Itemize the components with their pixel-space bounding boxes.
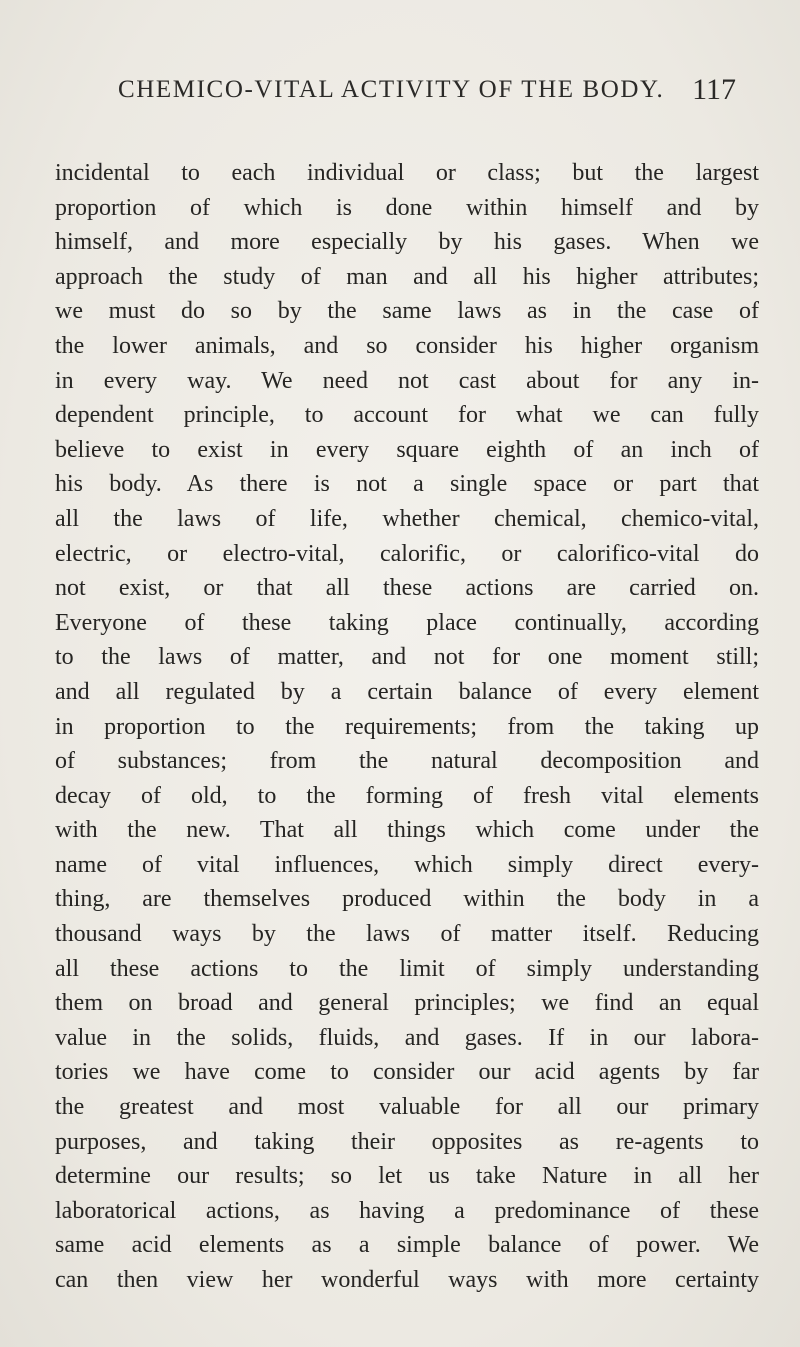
text-line: approach the study of man and all his higher attributes; (55, 263, 759, 290)
text-line: his body. As there is not a single space or part that (55, 471, 759, 498)
text-line: value in the solids, fluids, and gases. If in our labora- (55, 1024, 759, 1051)
text-line: name of vital influences, which simply direct every- (55, 851, 759, 878)
text-line: determine our results; so let us take Nature in all her (55, 1163, 759, 1190)
page-number: 117 (692, 73, 736, 106)
text-line: them on broad and general principles; we find an equal (55, 990, 759, 1017)
text-line: believe to exist in every square eighth of an inch of (55, 436, 759, 463)
body-paragraph (55, 156, 759, 1298)
text-line: tories we have come to consider our acid agents by far (55, 1059, 759, 1086)
text-line: dependent principle, to account for what we can fully (55, 402, 759, 429)
page-header (118, 73, 748, 116)
text-line: same acid elements as a simple balance of power. We (55, 1232, 759, 1259)
text-line: thousand ways by the laws of matter itself. Reducing (55, 921, 759, 948)
text-line: not exist, or that all these actions are carried on. (55, 575, 759, 602)
text-line: electric, or electro-vital, calorific, or calorifico-vital do (55, 540, 759, 567)
text-line: with the new. That all things which come under the (55, 817, 759, 844)
text-line: and all regulated by a certain balance of every element (55, 678, 759, 705)
text-line: in proportion to the requirements; from the taking up (55, 713, 759, 740)
text-line: the lower animals, and so consider his higher organism (55, 332, 759, 359)
text-line: to the laws of matter, and not for one moment still; (55, 644, 759, 671)
text-line: proportion of which is done within himself and by (55, 194, 759, 221)
running-head: CHEMICO-VITAL ACTIVITY OF THE BODY. (118, 76, 665, 103)
text-line: can then view her wonderful ways with more certainty (55, 1267, 759, 1293)
text-line: in every way. We need not cast about for any in- (55, 367, 759, 394)
text-line: we must do so by the same laws as in the case of (55, 298, 759, 325)
text-line: decay of old, to the forming of fresh vital elements (55, 782, 759, 809)
text-line: all these actions to the limit of simply understanding (55, 955, 759, 982)
text-line: laboratorical actions, as having a predominance of these (55, 1197, 759, 1224)
text-line: thing, are themselves produced within the body in a (55, 886, 759, 913)
text-line: all the laws of life, whether chemical, chemico-vital, (55, 505, 759, 532)
text-line: incidental to each individual or class; but the largest (55, 160, 759, 186)
text-line: himself, and more especially by his gases. When we (55, 229, 759, 256)
text-line: Everyone of these taking place continually, according (55, 609, 759, 636)
text-line: of substances; from the natural decomposition and (55, 748, 759, 775)
text-line: the greatest and most valuable for all our primary (55, 1094, 759, 1121)
text-line: purposes, and taking their opposites as re-agents to (55, 1128, 759, 1155)
